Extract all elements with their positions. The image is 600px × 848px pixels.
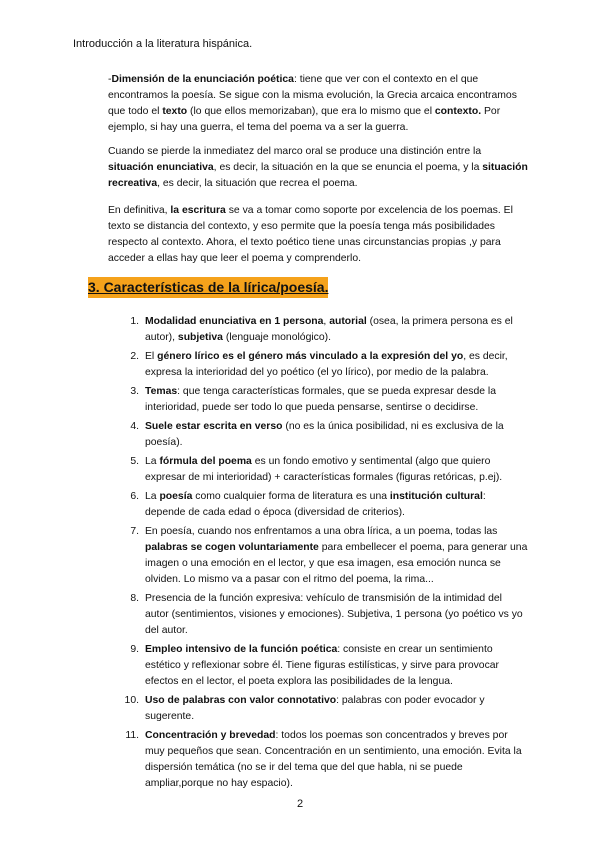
list-item: 10. Uso de palabras con valor connotativo: palabras con poder evocador y sugerente. bbox=[124, 695, 485, 722]
list-item: 5. La fórmula del poema es un fondo emotivo y sentimental (algo que quiero expresar de mi interioridad) + características formales (figuras retóricas, p.ej). bbox=[130, 456, 503, 483]
term-enunciation: Dimensión de la enunciación poética bbox=[111, 74, 294, 85]
paragraph-writing: En definitiva, la escritura se va a tomar como soporte por excelencia de los poemas. El texto se distancia del contexto, y eso permite que la poesía tenga más posibilidades respecto al contexto. Ahora, el texto poético tiene unas circunstancias propias ,y para acceder a ellas hay que leer el poema y comprenderlo. bbox=[108, 205, 513, 264]
term-context: contexto. bbox=[434, 106, 482, 117]
list-item: 8. Presencia de la función expresiva: vehículo de transmisión de la intimidad del autor (sentimientos, visiones y emociones). Subjetiva, 1 persona (yo poético vs yo del autor. bbox=[130, 593, 523, 636]
term-enunciative-situation: situación enunciativa bbox=[108, 162, 214, 173]
list-item: 1. Modalidad enunciativa en 1 persona, autorial (osea, la primera persona es el autor), subjetiva (lenguaje monológico). bbox=[130, 316, 513, 343]
paragraph-situations: Cuando se pierde la inmediatez del marco oral se produce una distinción entre la situación enunciativa, es decir, la situación en la que se enuncia el poema, y la situación recreativa, es decir, la situación que recrea el poema. bbox=[108, 146, 528, 189]
list-item: 7. En poesía, cuando nos enfrentamos a una obra lírica, a un poema, todas las palabras se cogen voluntariamente para embellecer el poema, para generar una imagen o una emoción en el lector, y que esa imagen, esa emoción nunca se olviden. Lo mismo va a pasar con el ritmo del poema, la rima... bbox=[130, 526, 528, 585]
list-item: 6. La poesía como cualquier forma de literatura es una institución cultural: depende de cada edad o época (diversidad de criterios). bbox=[130, 491, 486, 518]
list-item: 2. El género lírico es el género más vinculado a la expresión del yo, es decir, expresa la interioridad del yo poético (el yo lírico), por medio de la palabra. bbox=[130, 351, 508, 378]
list-item: 9. Empleo intensivo de la función poética: consiste en crear un sentimiento estético y reflexionar sobre él. Tiene figuras estilísticas, y sirve para provocar efectos en el lector, el poeta explora las posibilidades de la lengua. bbox=[130, 644, 500, 687]
list-item: 11. Concentración y brevedad: todos los poemas son concentrados y breves por muy pequeños que sean. Concentración en un sentimiento, una emoción. Evita la dispersión temática (no se ir del tema que del que habla, ni se puede ampliar,porque no hay espacio). bbox=[125, 730, 522, 789]
paragraph-enunciation: -Dimensión de la enunciación poética: tiene que ver con el contexto en el que encontramos la poesía. Se sigue con la misma evolución, la Grecia arcaica encontramos que todo el texto (lo que ellos memorizaban), que era lo mismo que el contexto. Por ejemplo, si hay una guerra, el tema del poema va a ser la guerra. bbox=[108, 74, 517, 133]
list-item: 3. Temas: que tenga características formales, que se pueda expresar desde la interioridad, puede ser todo lo que pueda pensarse, sentirse o decidirse. bbox=[130, 386, 496, 413]
characteristics-list bbox=[108, 314, 528, 795]
term-writing: la escritura bbox=[170, 205, 226, 216]
running-header: Introducción a la literatura hispánica. bbox=[73, 38, 253, 50]
section-heading: 3. Características de la lírica/poesía. bbox=[88, 276, 334, 298]
page-number: 2 bbox=[296, 798, 304, 810]
list-item: 4. Suele estar escrita en verso (no es la única posibilidad, ni es exclusiva de la poesía). bbox=[130, 421, 504, 448]
term-recreative-situation: situación recreativa bbox=[108, 162, 528, 189]
term-text: texto bbox=[162, 106, 188, 117]
